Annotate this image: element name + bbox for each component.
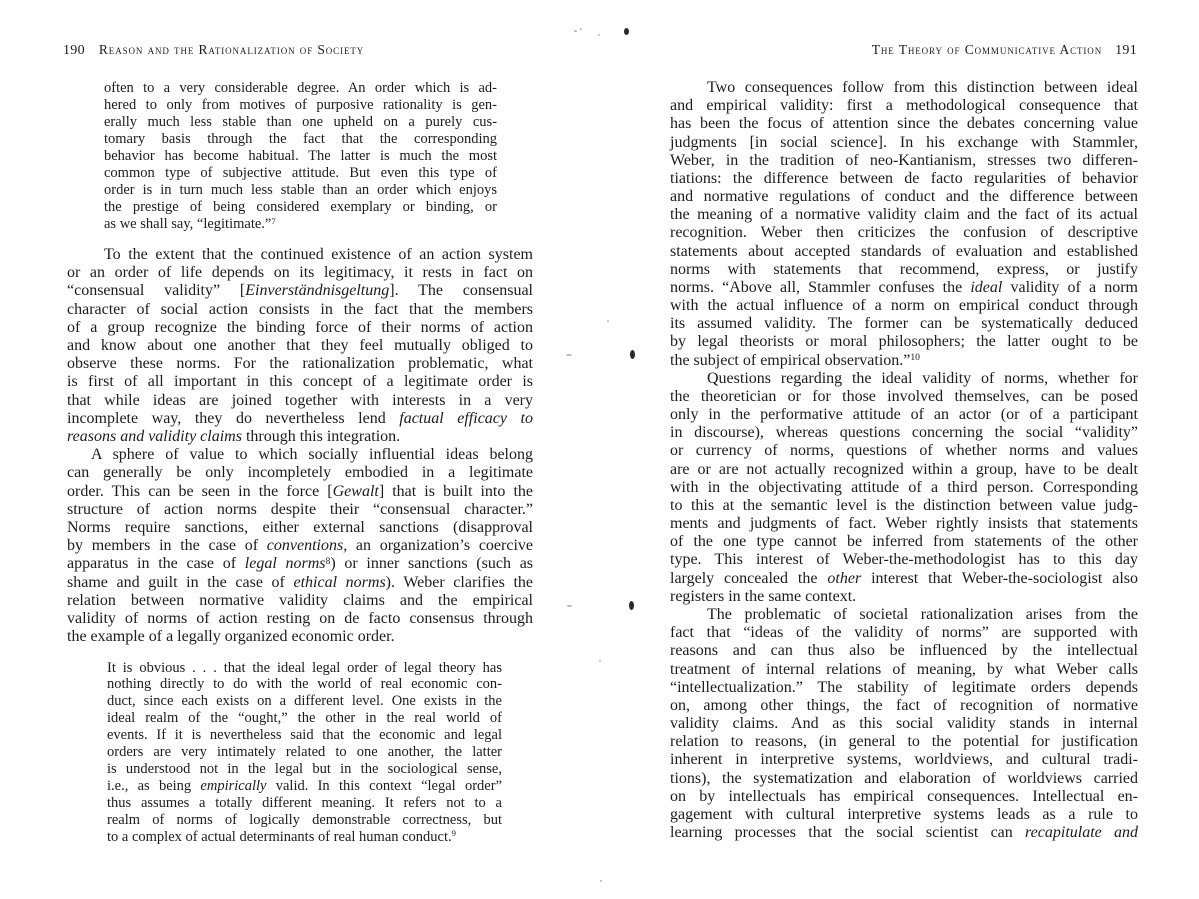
text-line: ments and judgments of fact. Weber rightly insists that statements xyxy=(670,515,1138,533)
text-line: and normative regulations of conduct and the difference between xyxy=(670,188,1138,206)
text-line: structure of action norms despite their “consensual character.” xyxy=(67,500,533,518)
text-line xyxy=(107,778,502,795)
paragraph xyxy=(670,79,1138,370)
text-line: behavior has become habitual. The latter is much the most xyxy=(104,147,497,164)
text-line: ideal realm of the “ought,” the other in the real world of xyxy=(107,710,502,727)
text-run: i.e., as being xyxy=(107,777,201,794)
text-run: shame and guilt in the case of xyxy=(67,573,294,591)
text-line xyxy=(67,428,533,446)
text-line xyxy=(670,352,1138,370)
scan-speck xyxy=(567,605,572,607)
text-line: order is in turn much less stable than an order which enjoys xyxy=(104,182,497,199)
text-line: the theoretician or for those involved themselves, can be posed xyxy=(670,387,1138,405)
text-run: ) or inner sanctions (such as xyxy=(330,555,534,573)
text-line: can generally be only incompletely embodied in a legitimate xyxy=(67,464,533,482)
text-line: only in the performative attitude of an actor (or of a participant xyxy=(670,406,1138,424)
text-run: norms. “Above all, Stammler confuses the xyxy=(670,278,971,296)
right-page xyxy=(600,0,1199,899)
text-line xyxy=(104,216,497,233)
text-run: interest that Weber-the-sociologist also xyxy=(861,569,1139,587)
text-line: the meaning of a normative validity claim and the fact of its actual xyxy=(670,206,1138,224)
text-run: apparatus in the case of xyxy=(67,555,245,573)
text-line: “intellectualization.” The stability of legitimate orders depends xyxy=(670,678,1138,696)
text-line: tions), the systematization and elaboration of worldviews carried xyxy=(670,769,1138,787)
text-line: judgments [in social science]. In his exchange with Stammler, xyxy=(670,133,1138,151)
text-line xyxy=(67,483,533,501)
text-run: ] that is built into the xyxy=(378,482,534,500)
text-line xyxy=(670,279,1138,297)
paragraph xyxy=(670,606,1138,842)
text-line: or an order of life depends on its legitimacy, it rests in fact on xyxy=(67,264,533,282)
text-run: ]. The consensual xyxy=(389,282,533,300)
paragraph xyxy=(670,370,1138,606)
text-line xyxy=(67,574,533,592)
block-quote xyxy=(104,80,497,234)
text-line: registers in the same context. xyxy=(670,587,857,605)
text-line: fact that “ideas of the validity of norms” are supported with xyxy=(670,624,1138,642)
italic-text: reasons and validity claims xyxy=(67,428,242,446)
body-text xyxy=(670,79,1138,842)
text-line: often to a very considerable degree. An order which is ad- xyxy=(104,79,497,96)
text-line: that while ideas are joined together with interests in a very xyxy=(67,391,533,409)
scan-speck xyxy=(566,354,572,356)
text-line: Questions regarding the ideal validity of norms, whether for xyxy=(707,369,1138,387)
text-line: tiations: the difference between de facto regularities of behavior xyxy=(670,169,1138,187)
text-line: gagement with cultural interpretive systems leads as a rule to xyxy=(670,805,1138,823)
text-line: on by intellectuals has empirical consequences. Intellectual en- xyxy=(670,787,1138,805)
text-line: validity of norms of action resting on de facto consensus through xyxy=(67,610,533,628)
text-line: It is obvious . . . that the ideal legal order of legal theory has xyxy=(107,659,502,676)
body-text xyxy=(67,246,533,646)
text-run: through this integration. xyxy=(241,428,401,446)
text-run: incomplete way, they do nevertheless lend xyxy=(67,409,400,427)
text-line: To the extent that the continued existence of an action system xyxy=(104,246,533,263)
text-run: an organization’s coercive xyxy=(347,537,533,555)
text-line: and know about one another that they feel mutually obliged to xyxy=(67,337,533,355)
text-line: duct, since each exists on a different level. One exists in the xyxy=(107,693,502,710)
text-line: erally much less stable than one upheld on a purely cus- xyxy=(104,113,497,130)
text-line: The problematic of societal rationalization arises from the xyxy=(707,605,1138,623)
text-line xyxy=(670,570,1138,588)
running-head-title: The Theory of Communicative Action xyxy=(871,42,1103,57)
italic-text: factual efficacy to xyxy=(399,409,533,427)
italic-text: recapitulate and xyxy=(1025,824,1139,842)
text-line: recognition. Weber then criticizes the confusion of descriptive xyxy=(670,224,1138,242)
text-run: the subject of empirical observation.” xyxy=(670,351,911,369)
footnote-ref: 9 xyxy=(451,828,456,839)
scan-speck xyxy=(574,30,577,32)
text-run: ). Weber clarifies the xyxy=(385,573,533,591)
text-line: is understood not in the legal but in the sociological sense, xyxy=(107,760,502,777)
text-line: of a group recognize the binding force of their norms of action xyxy=(67,318,533,336)
page-number: 190 xyxy=(63,43,85,58)
scan-speck xyxy=(580,28,582,30)
italic-text: conventions, xyxy=(266,537,348,555)
text-line xyxy=(67,537,533,555)
text-line: thus assumes a totally different meaning. It refers not to a xyxy=(107,794,502,811)
text-line: Weber, in the tradition of neo-Kantianism, stresses two differen- xyxy=(670,151,1138,169)
text-line xyxy=(67,555,533,573)
running-head-left xyxy=(63,42,364,59)
text-line: has been the focus of attention since the debates concerning value xyxy=(670,115,1138,133)
text-line xyxy=(670,824,1138,842)
text-line: norms with statements that recommend, express, or justify xyxy=(670,260,1138,278)
text-line: in discourse), whereas questions concerning the social “validity” xyxy=(670,424,1138,442)
text-line: validity claims. And as this social validity stands in internal xyxy=(670,715,1138,733)
text-run: as we shall say, “legitimate.” xyxy=(104,216,272,233)
block-quote xyxy=(107,660,502,846)
text-line: relation between normative validity claims and the empirical xyxy=(67,591,533,609)
scan-speck xyxy=(624,28,629,35)
italic-text: other xyxy=(827,569,862,587)
text-line: are or are not actually recognized within a group, have to be dealt xyxy=(670,460,1138,478)
text-run: learning processes that the social scientist can xyxy=(670,824,1026,842)
text-line: of the one type cannot be inferred from statements of the other xyxy=(670,533,1138,551)
scan-speck xyxy=(630,350,635,359)
text-line: tomary basis through the fact that the corresponding xyxy=(104,130,497,147)
paragraph xyxy=(67,446,533,646)
text-run: validity of a norm xyxy=(1002,278,1138,296)
text-line: reasons and can thus also be influenced by the intellectual xyxy=(670,642,1138,660)
text-line: nothing directly to do with the world of real economic con- xyxy=(107,676,502,693)
paragraph xyxy=(67,246,533,446)
text-line: the example of a legally organized economic order. xyxy=(67,628,395,646)
text-line: A sphere of value to which socially influential ideas belong xyxy=(91,446,533,464)
text-line xyxy=(67,282,533,300)
text-line xyxy=(107,829,502,846)
running-head-title: Reason and the Rationalization of Society xyxy=(98,42,365,57)
text-run: valid. In this context “legal order” xyxy=(266,777,502,794)
text-line: or currency of norms, questions of whether norms and values xyxy=(670,442,1138,460)
text-line: statements about accepted standards of evaluation and established xyxy=(670,242,1138,260)
italic-text: legal norms xyxy=(244,555,326,573)
text-line: relation to reasons, (in general to the potential for justification xyxy=(670,733,1138,751)
footnote-ref: 8 xyxy=(325,555,331,567)
text-run: largely concealed the xyxy=(670,569,828,587)
text-line: to this at the semantic level is the distinction between value judg- xyxy=(670,496,1138,514)
italic-text: empirically xyxy=(200,777,267,794)
text-line: by legal theorists or moral philosophers; the latter ought to be xyxy=(670,333,1138,351)
text-line: orders are very intimately related to one another, the latter xyxy=(107,744,502,761)
text-line xyxy=(67,410,533,428)
text-line: hered to only from motives of purposive rationality is gen- xyxy=(104,96,497,113)
text-run: to a complex of actual determinants of real human conduct. xyxy=(107,828,452,845)
scan-speck xyxy=(598,34,600,36)
italic-text: Einverständnisgeltung xyxy=(245,282,390,300)
text-line: common type of subjective attitude. But even this type of xyxy=(104,164,497,181)
text-run: by members in the case of xyxy=(67,537,267,555)
text-line: the prestige of being considered exemplary or binding, or xyxy=(104,199,497,216)
text-line: realm of norms of logically demonstrable correctness, but xyxy=(107,811,502,828)
text-line: treatment of internal relations of meaning, by what Weber calls xyxy=(670,660,1138,678)
scan-speck xyxy=(607,320,609,322)
text-line: events. If it is nevertheless said that the economic and legal xyxy=(107,727,502,744)
italic-text: Gewalt xyxy=(332,482,379,500)
text-line: with in the objectivating attitude of a third person. Corresponding xyxy=(670,478,1138,496)
text-line: Norms require sanctions, either external sanctions (disapproval xyxy=(67,519,533,537)
text-line: with the actual influence of a norm on empirical conduct through xyxy=(670,297,1138,315)
text-line: observe these norms. For the rationalization problematic, what xyxy=(67,355,533,373)
text-line: on, among other things, the fact of recognition of normative xyxy=(670,696,1138,714)
text-line: Two consequences follow from this distinction between ideal xyxy=(707,79,1138,96)
footnote-ref: 10 xyxy=(910,351,920,363)
text-run: “consensual validity” [ xyxy=(67,282,246,300)
page-number: 191 xyxy=(1115,43,1137,58)
text-line: its assumed validity. The former can be systematically deduced xyxy=(670,315,1138,333)
italic-text: ideal xyxy=(970,278,1003,296)
text-line: and empirical validity: first a methodological consequence that xyxy=(670,97,1138,115)
text-line: is first of all important in this concept of a legitimate order is xyxy=(67,373,533,391)
italic-text: ethical norms xyxy=(293,573,386,591)
scan-speck xyxy=(600,880,602,882)
scan-speck xyxy=(599,660,601,662)
footnote-ref: 7 xyxy=(271,215,276,226)
text-line: character of social action consists in the fact that the members xyxy=(67,300,533,318)
text-line: inherent in interpretive systems, worldviews, and cultural tradi- xyxy=(670,751,1138,769)
text-run: order. This can be seen in the force [ xyxy=(67,482,333,500)
text-line: type. This interest of Weber-the-methodologist has to this day xyxy=(670,551,1138,569)
running-head-right xyxy=(872,42,1137,59)
scan-speck xyxy=(629,601,634,610)
